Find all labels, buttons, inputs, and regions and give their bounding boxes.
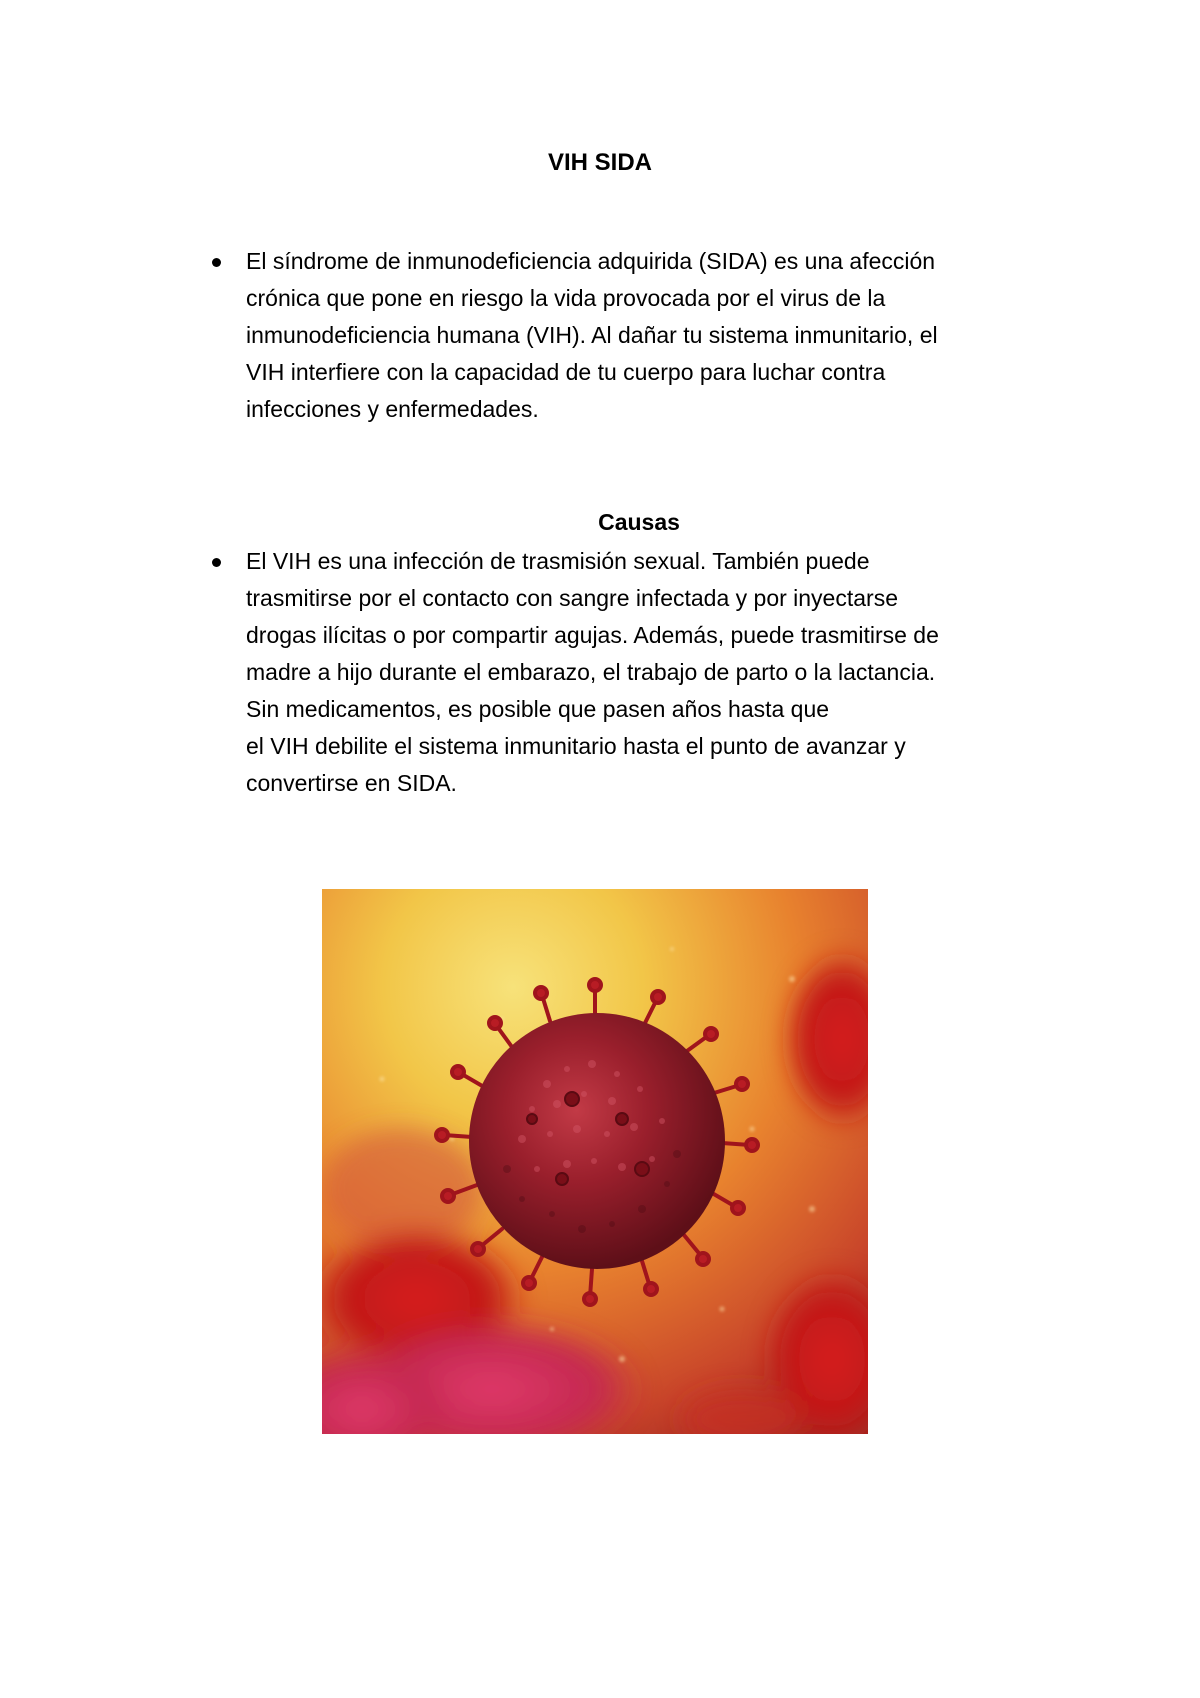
causes-line: trasmitirse por el contacto con sangre infectada y por inyectarse <box>246 585 898 611</box>
virus-illustration-svg <box>322 889 868 1434</box>
causes-line: drogas ilícitas o por compartir agujas. Además, puede trasmitirse de <box>246 622 939 648</box>
causes-line: madre a hijo durante el embarazo, el trabajo de parto o la lactancia. <box>246 659 936 685</box>
intro-line: inmunodeficiencia humana (VIH). Al dañar tu sistema inmunitario, el <box>246 322 938 348</box>
intro-line: VIH interfiere con la capacidad de tu cuerpo para luchar contra <box>246 359 886 385</box>
virus-illustration-icon <box>322 889 868 1434</box>
document-title: VIH SIDA <box>547 149 652 176</box>
causes-paragraph <box>246 543 1066 802</box>
intro-paragraph <box>246 243 1066 428</box>
intro-line: El síndrome de inmunodeficiencia adquirida (SIDA) es una afección <box>246 248 936 274</box>
bullet-icon <box>212 258 221 267</box>
virus-body <box>469 1013 725 1269</box>
intro-line: crónica que pone en riesgo la vida provocada por el virus de la <box>246 285 886 311</box>
causes-line: el VIH debilite el sistema inmunitario hasta el punto de avanzar y <box>246 733 906 759</box>
causes-line: Sin medicamentos, es posible que pasen años hasta que <box>246 696 830 722</box>
intro-line: infecciones y enfermedades. <box>246 396 539 422</box>
causes-heading: Causas <box>598 509 680 535</box>
causes-line: El VIH es una infección de trasmisión sexual. También puede <box>246 548 870 574</box>
causes-bullet <box>212 543 1062 803</box>
causes-line: convertirse en SIDA. <box>246 770 457 796</box>
intro-bullet <box>212 243 1062 433</box>
bullet-icon <box>212 558 221 567</box>
